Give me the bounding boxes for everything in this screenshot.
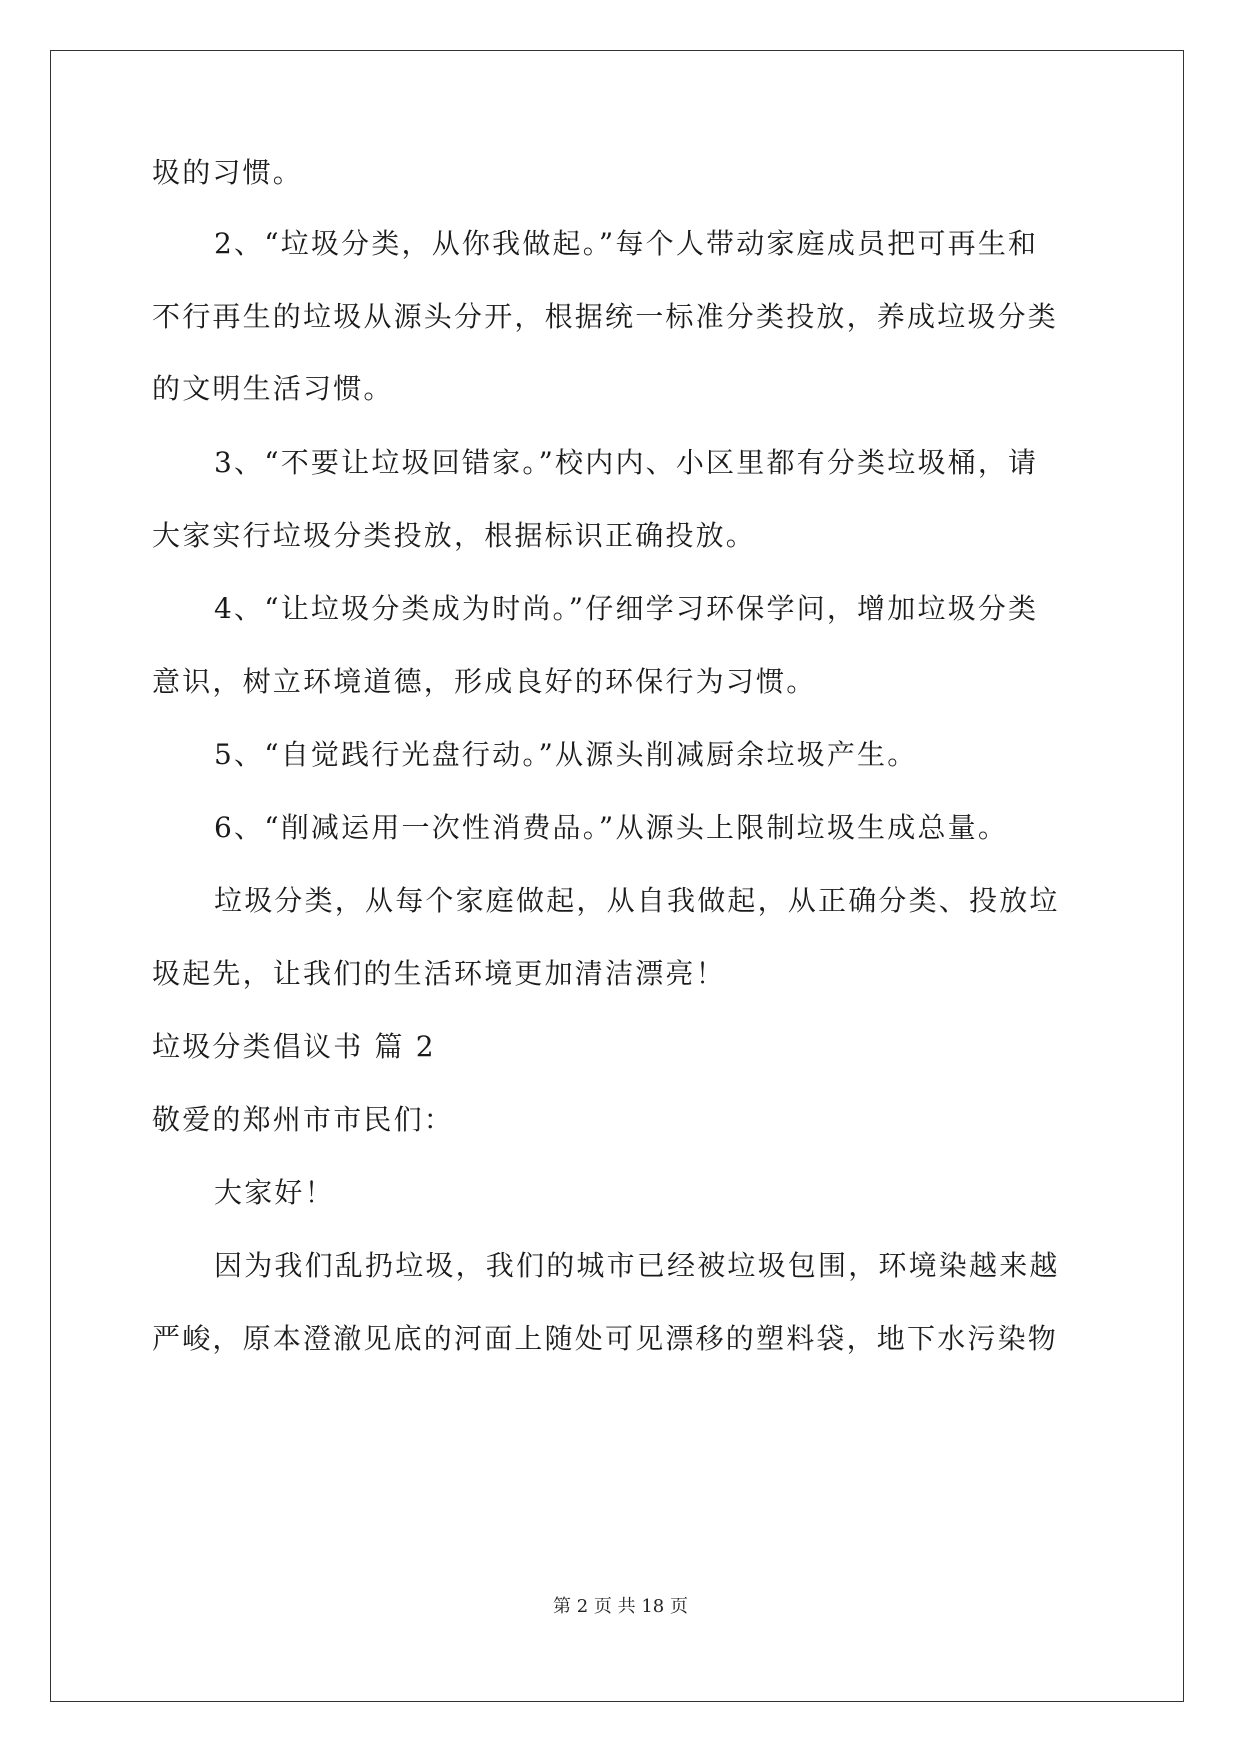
paragraph-line: 3、“不要让垃圾回错家。”校内内、小区里都有分类垃圾桶，请 — [214, 446, 1039, 479]
page-border — [50, 50, 1184, 1702]
paragraph-line: 垃圾分类，从每个家庭做起，从自我做起，从正确分类、投放垃 — [214, 884, 1060, 917]
paragraph-line: 6、“削减运用一次性消费品。”从源头上限制垃圾生成总量。 — [214, 811, 1009, 844]
paragraph-line: 2、“垃圾分类，从你我做起。”每个人带动家庭成员把可再生和 — [214, 227, 1039, 260]
paragraph-line: 圾的习惯。 — [152, 156, 304, 189]
paragraph-line: 的文明生活习惯。 — [152, 372, 394, 405]
page-number: 第 2 页 共 18 页 — [553, 1596, 688, 1617]
paragraph-line: 因为我们乱扔垃圾，我们的城市已经被垃圾包围，环境染越来越 — [214, 1249, 1060, 1282]
greeting: 大家好！ — [214, 1176, 335, 1209]
paragraph-line: 5、“自觉践行光盘行动。”从源头削减厨余垃圾产生。 — [214, 738, 918, 771]
paragraph-line: 大家实行垃圾分类投放，根据标识正确投放。 — [152, 519, 757, 552]
paragraph-line: 意识，树立环境道德，形成良好的环保行为习惯。 — [152, 665, 817, 698]
section-heading: 垃圾分类倡议书 篇 2 — [152, 1030, 436, 1063]
salutation: 敬爱的郑州市市民们： — [152, 1103, 455, 1136]
paragraph-line: 4、“让垃圾分类成为时尚。”仔细学习环保学问，增加垃圾分类 — [214, 592, 1039, 625]
paragraph-line: 严峻，原本澄澈见底的河面上随处可见漂移的塑料袋，地下水污染物 — [152, 1322, 1059, 1355]
paragraph-line: 不行再生的垃圾从源头分开，根据统一标准分类投放，养成垃圾分类 — [152, 300, 1059, 333]
paragraph-line: 圾起先，让我们的生活环境更加清洁漂亮！ — [152, 957, 726, 990]
